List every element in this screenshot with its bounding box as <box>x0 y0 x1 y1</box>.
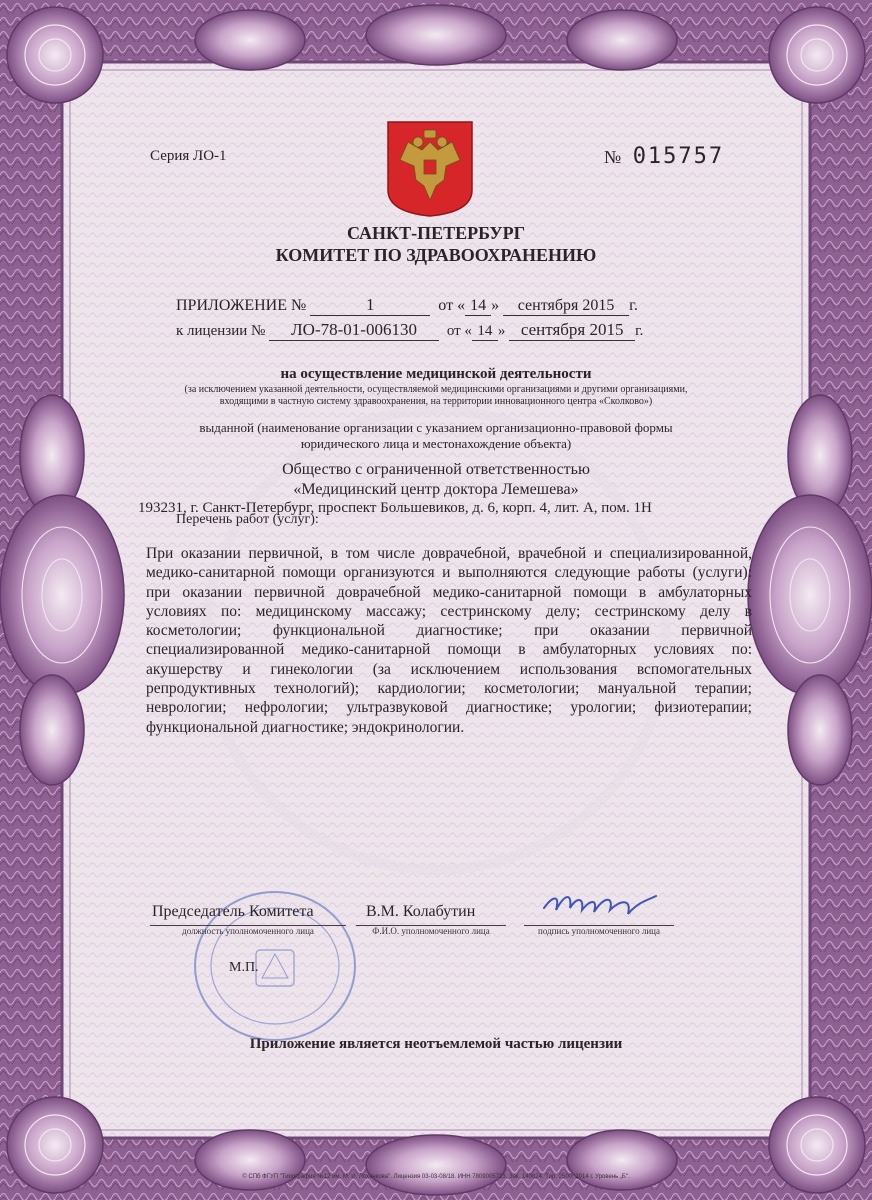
appendix-label: ПРИЛОЖЕНИЕ № <box>176 297 307 314</box>
appendix-day-open: « <box>457 297 466 314</box>
license-day-open: « <box>464 323 472 339</box>
printer-imprint: © СПб ФГУП "Типография №12 им. М. И. Лоханкова". Лицензия 03-03-08/18. ИНН 7809005713. Зак. 140824. Тир. 2500. 2014 г. Уровень „Б". <box>242 1174 630 1180</box>
number-prefix: № <box>604 147 622 167</box>
license-from: от <box>446 323 461 339</box>
issued-to-note: выданной (наименование организации с указанием организационно-правовой формы юридического лица и местонахождение объекта) <box>199 420 673 451</box>
license-year-suffix: г. <box>635 323 644 339</box>
integral-part-note: Приложение является неотъемлемой частью лицензии <box>249 1036 623 1052</box>
appendix-day-close: » <box>491 297 500 314</box>
name-caption: Ф.И.О. уполномоченного лица <box>372 926 490 936</box>
works-label: Перечень работ (услуг): <box>176 512 319 527</box>
license-day: 14 <box>472 323 498 341</box>
license-month-year: сентября 2015 <box>509 320 635 341</box>
position-caption: должность уполномоченного лица <box>182 926 314 936</box>
works-text: При оказании первичной, в том числе доврачебной, врачебной и специализированной, медико-санитарной помощи организуются и выполняются следующие работы (услуги): при оказании первичной доврачебной медико-санитарной помощи в амбулаторных условиях по: медицинскому массажу; сестринскому делу; сестринскому делу в косметологии; функциональной диагностике; при оказании первичной специализированной медико-санитарной помощи в амбулаторных условиях по: акушерству и гинекологии (за исключением использования вспомогательных репродуктивных технологий); кардиологии; косметологии; мануальной терапии; неврологии; нефрологии; ультразвуковой диагностике; урологии; физиотерапии; функциональной диагностике; эндокринологии. <box>146 545 752 736</box>
organization-address: 193231, г. Санкт-Петербург, проспект Большевиков, д. 6, корп. 4, лит. А, пом. 1Н <box>138 500 652 516</box>
license-line <box>176 320 696 341</box>
issuer-committee: КОМИТЕТ ПО ЗДРАВООХРАНЕНИЮ <box>275 245 597 265</box>
appendix-day: 14 <box>465 297 491 316</box>
issuer-city: САНКТ-ПЕТЕРБУРГ <box>346 223 526 243</box>
license-number: ЛО-78-01-006130 <box>269 320 439 341</box>
series-label: Серия ЛО-1 <box>150 148 227 164</box>
stamp-place-label: М.П. <box>229 960 259 975</box>
document-number <box>604 143 724 169</box>
appendix-number: 1 <box>310 295 430 316</box>
organization-block <box>156 460 716 500</box>
exclusion-note: (за исключением указанной деятельности, осуществляемой медицинскими организациями и другими организациями, входящими в частную систему здравоохранения, на территории инновационного центра «Сколково») <box>184 384 688 407</box>
activity-title: на осуществление медицинской деятельности <box>280 366 592 382</box>
appendix-line <box>176 295 696 316</box>
appendix-from: от <box>438 297 454 314</box>
signer-position: Председатель Комитета <box>152 903 314 920</box>
appendix-month-year: сентября 2015 <box>503 297 629 316</box>
signature-caption: подпись уполномоченного лица <box>538 926 660 936</box>
signature-scribble <box>540 886 660 922</box>
russian-emblem <box>386 120 474 218</box>
issuer-block <box>236 222 636 266</box>
organization-name: «Медицинский центр доктора Лемешева» <box>293 481 579 498</box>
license-day-close: » <box>497 323 506 339</box>
license-label: к лицензии № <box>176 323 266 339</box>
appendix-year-suffix: г. <box>629 297 638 314</box>
number-value: 015757 <box>632 144 725 169</box>
signer-name: В.М. Колабутин <box>366 903 476 920</box>
organization-form: Общество с ограниченной ответственностью <box>282 461 590 478</box>
